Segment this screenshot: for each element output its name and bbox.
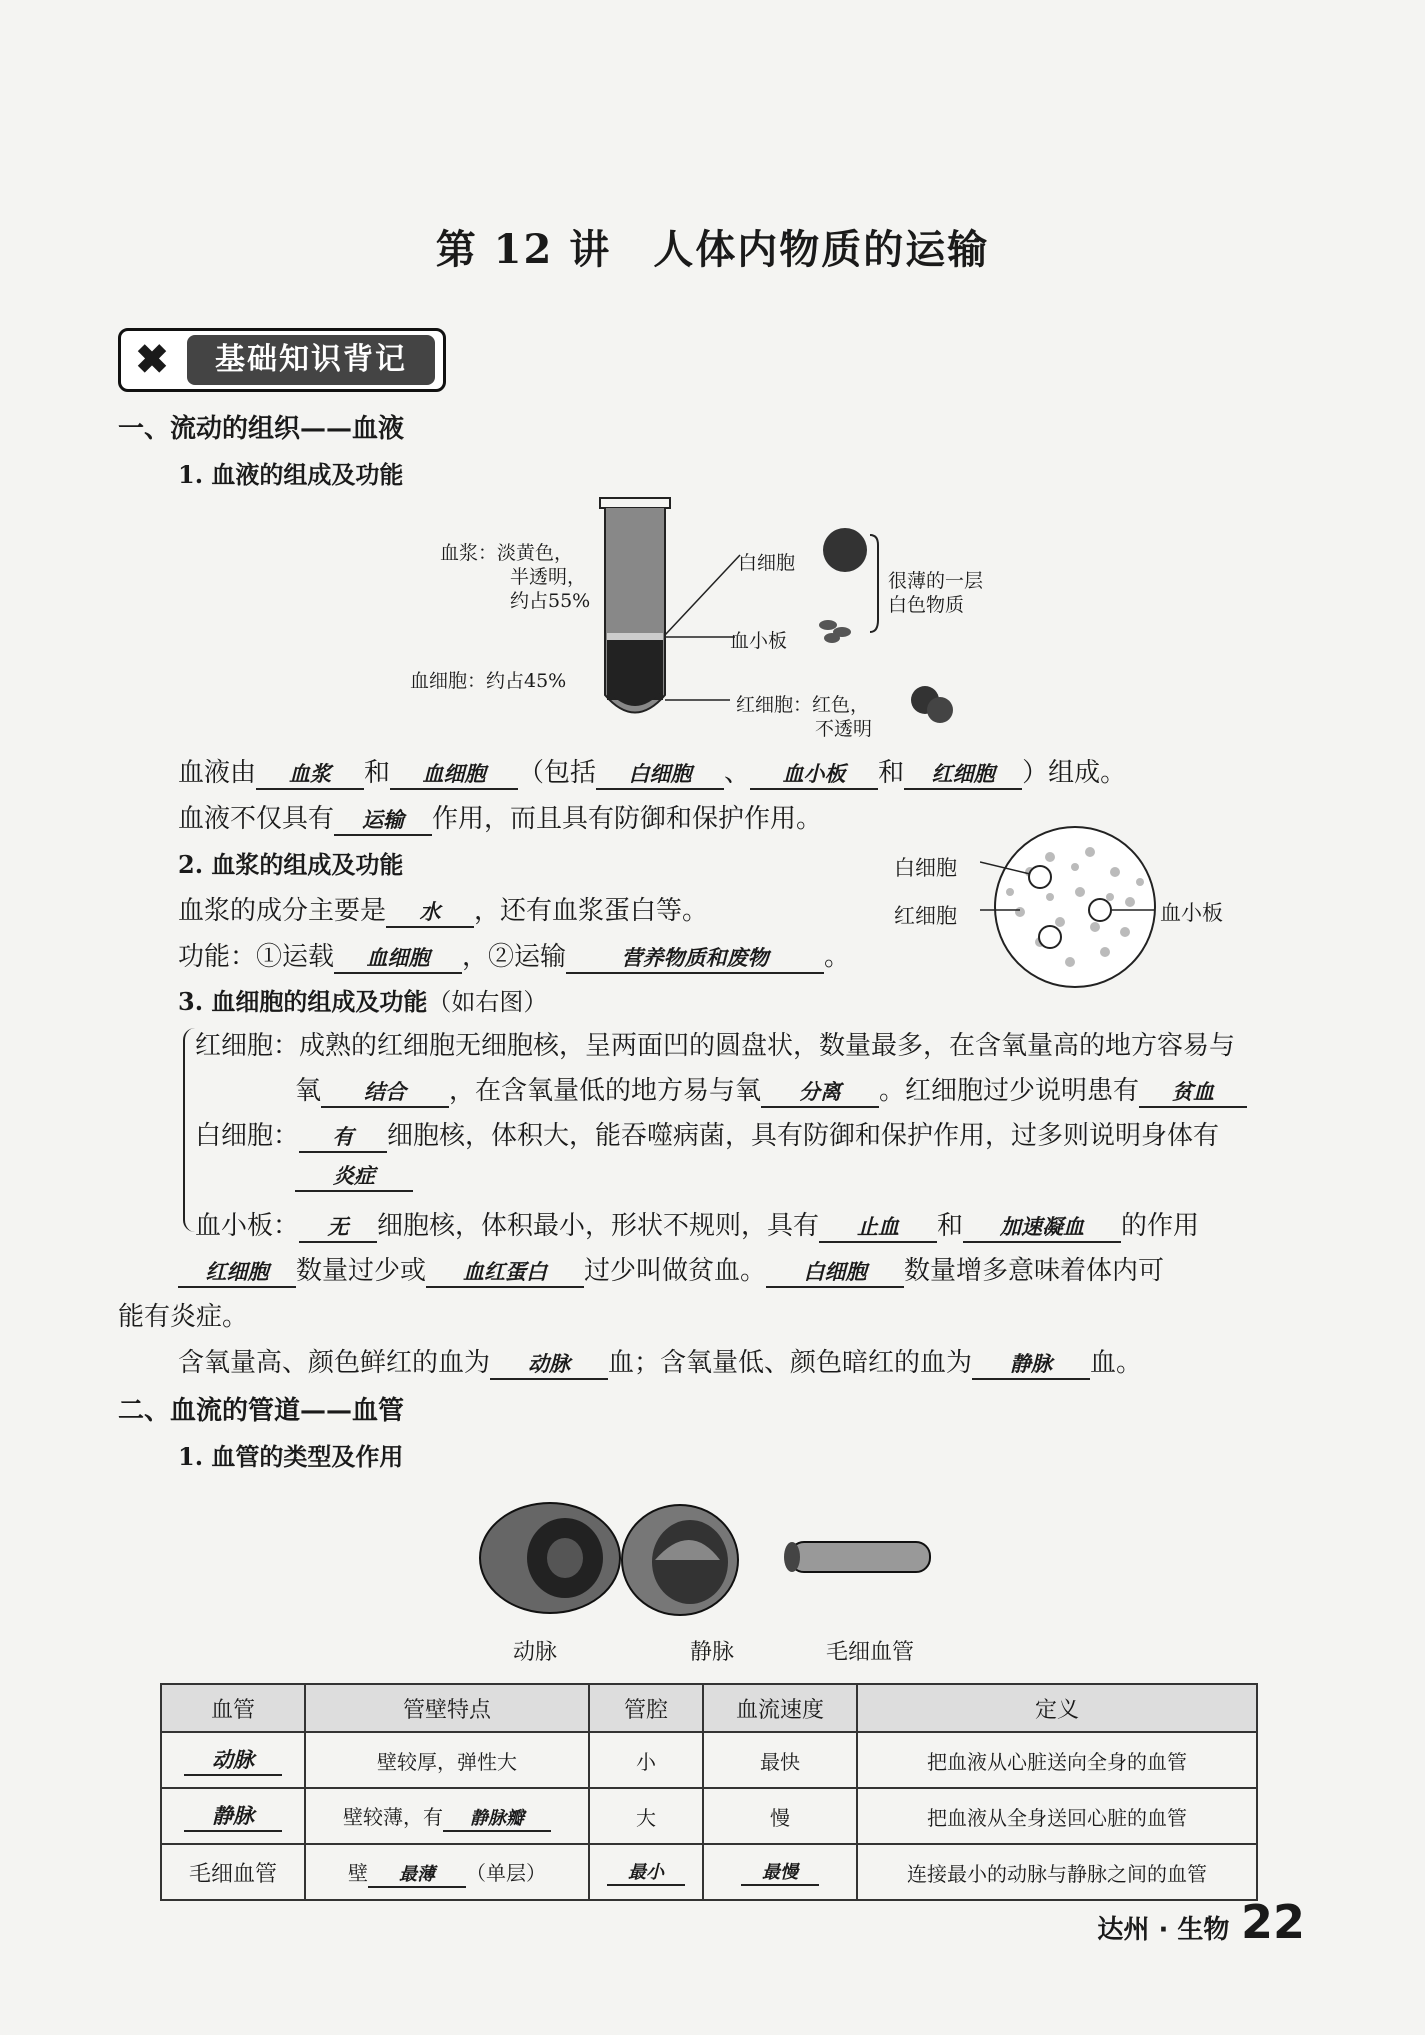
table-cell: 最快: [703, 1732, 857, 1788]
table-cell: 把血液从全身送回心脏的血管: [857, 1788, 1257, 1844]
answer-anemia: 贫血: [1139, 1076, 1247, 1108]
capillary-label: 毛细血管: [826, 1640, 915, 1665]
tube-thin-label: 很薄的一层: [888, 570, 984, 592]
artery-vein-blood-line: 含氧量高、颜色鲜红的血为 动脉 血；含氧量低、颜色暗红的血为 静脉 血。: [178, 1348, 1143, 1378]
page-footer: [1097, 1895, 1305, 1949]
footer-label: 达州 · 生物: [1097, 1915, 1230, 1945]
table-cell: 壁 最薄 （单层）: [305, 1844, 589, 1900]
subsection-2-1: 1. 血管的类型及作用: [178, 1442, 404, 1471]
answer-platelet: 血小板: [750, 758, 878, 790]
table-cell: 把血液从心脏送向全身的血管: [857, 1732, 1257, 1788]
answer-blood-cells: 血细胞: [390, 758, 518, 790]
platelet-description-line: 血小板： 无 细胞核，体积最小，形状不规则，具有 止血 和 加速凝血 的作用: [195, 1211, 1200, 1241]
tube-rbc-label: 红细胞：红色，: [736, 694, 870, 716]
page-number: 22: [1240, 1895, 1305, 1949]
wbc-description-line: 白细胞： 有 细胞核，体积大，能吞噬病菌，具有防御和保护作用，过多则说明身体有: [195, 1121, 1220, 1151]
anemia-line: 红细胞 数量过少或 血红蛋白 过少叫做贫血。 白细胞 数量增多意味着体内可: [178, 1250, 1164, 1288]
plasma-composition-line: 血浆的成分主要是 水 ，还有血浆蛋白等。: [178, 896, 709, 926]
answer-venous: 静脉: [972, 1348, 1090, 1380]
tube-plt-label: 血小板: [730, 630, 788, 652]
table-cell: 连接最小的动脉与静脉之间的血管: [857, 1844, 1257, 1900]
table-cell: 毛细血管: [161, 1844, 305, 1900]
answer-transport: 运输: [334, 804, 432, 836]
section-1-heading: 一、流动的组织——血液: [118, 414, 405, 444]
table-cell: 动脉: [161, 1732, 305, 1788]
answer-rbc-count: 红细胞: [178, 1256, 296, 1288]
table-cell: 静脉: [161, 1788, 305, 1844]
artery-label: 动脉: [513, 1640, 558, 1665]
answer-water: 水: [386, 896, 474, 928]
table-header: 管腔: [589, 1684, 703, 1732]
section-badge: [118, 328, 446, 392]
answer-inflammation: 炎症: [295, 1160, 413, 1192]
smear-wbc-label: 白细胞: [894, 856, 957, 880]
blood-function-line: 血液不仅具有 运输 作用，而且具有防御和保护作用。: [178, 804, 823, 834]
cell-types-brace: [183, 1028, 195, 1232]
answer-arterial: 动脉: [490, 1348, 608, 1380]
cross-icon: ✖: [135, 336, 169, 383]
answer-carry-cells: 血细胞: [334, 942, 462, 974]
tube-plasma-label-2: 半透明，: [510, 566, 587, 588]
table-header: 管壁特点: [305, 1684, 589, 1732]
answer-accelerate-clotting: 加速凝血: [963, 1211, 1121, 1243]
table-header: 定义: [857, 1684, 1257, 1732]
answer-none: 无: [299, 1211, 377, 1243]
wbc-inflammation-line: [295, 1160, 413, 1192]
answer-combine: 结合: [321, 1076, 449, 1108]
blood-tube-diagram: [400, 490, 1000, 750]
inflammation-line: 能有炎症。: [118, 1302, 249, 1332]
blood-smear-diagram: [980, 822, 1180, 992]
tube-wbc-label: 白细胞: [738, 552, 796, 574]
table-header: 血管: [161, 1684, 305, 1732]
table-cell: 小: [589, 1732, 703, 1788]
table-row: [161, 1844, 1257, 1900]
table-cell: 壁较薄，有 静脉瓣: [305, 1788, 589, 1844]
subsection-1-3: 3. 血细胞的组成及功能（如右图）: [178, 987, 548, 1016]
blood-vessels-illustration: [470, 1500, 950, 1620]
section-2-heading: 二、血流的管道——血管: [118, 1396, 405, 1426]
tube-opaque-label: 不透明: [815, 718, 873, 740]
rbc-description-line: 红细胞：成熟的红细胞无细胞核，呈两面凹的圆盘状，数量最多，在含氧量高的地方容易与: [195, 1031, 1236, 1061]
badge-label: 基础知识背记: [187, 335, 435, 385]
subsection-1-2: 2. 血浆的组成及功能: [178, 850, 404, 879]
page-title: 第 12 讲 人体内物质的运输: [435, 226, 990, 273]
answer-wbc-count: 白细胞: [766, 1256, 904, 1288]
table-row: [161, 1788, 1257, 1844]
answer-has: 有: [299, 1121, 387, 1153]
answer-wbc: 白细胞: [596, 758, 724, 790]
answer-rbc: 红细胞: [904, 758, 1022, 790]
answer-plasma: 血浆: [256, 758, 364, 790]
tube-white-label: 白色物质: [888, 594, 965, 616]
table-row: [161, 1732, 1257, 1788]
table-header-row: [161, 1684, 1257, 1732]
blood-composition-line: 血液由 血浆 和 血细胞 （包括 白细胞 、 血小板 和 红细胞 ）组成。: [178, 758, 1127, 788]
answer-stop-bleeding: 止血: [819, 1211, 937, 1243]
answer-hemoglobin: 血红蛋白: [426, 1256, 584, 1288]
tube-plasma-label-3: 约占55%: [510, 590, 591, 612]
plasma-function-line: 功能：①运载 血细胞 ，②运输 营养物质和废物 。: [178, 942, 851, 972]
answer-separate: 分离: [761, 1076, 879, 1108]
vein-label: 静脉: [690, 1640, 735, 1665]
vessel-table: [160, 1683, 1258, 1901]
subsection-1-1: 1. 血液的组成及功能: [178, 460, 404, 489]
smear-plt-label: 血小板: [1160, 901, 1223, 925]
table-header: 血流速度: [703, 1684, 857, 1732]
answer-nutrients-waste: 营养物质和废物: [566, 942, 824, 974]
tube-plasma-label: 血浆：淡黄色，: [440, 542, 574, 564]
tube-cells-label: 血细胞：约占45%: [410, 670, 567, 692]
table-cell: 慢: [703, 1788, 857, 1844]
table-cell: 大: [589, 1788, 703, 1844]
table-cell: 最小: [589, 1844, 703, 1900]
table-cell: 最慢: [703, 1844, 857, 1900]
table-cell: 壁较厚，弹性大: [305, 1732, 589, 1788]
smear-rbc-label: 红细胞: [894, 904, 957, 928]
rbc-oxygen-line: 氧 结合 ，在含氧量低的地方易与氧 分离 。红细胞过少说明患有 贫血: [295, 1070, 1247, 1108]
